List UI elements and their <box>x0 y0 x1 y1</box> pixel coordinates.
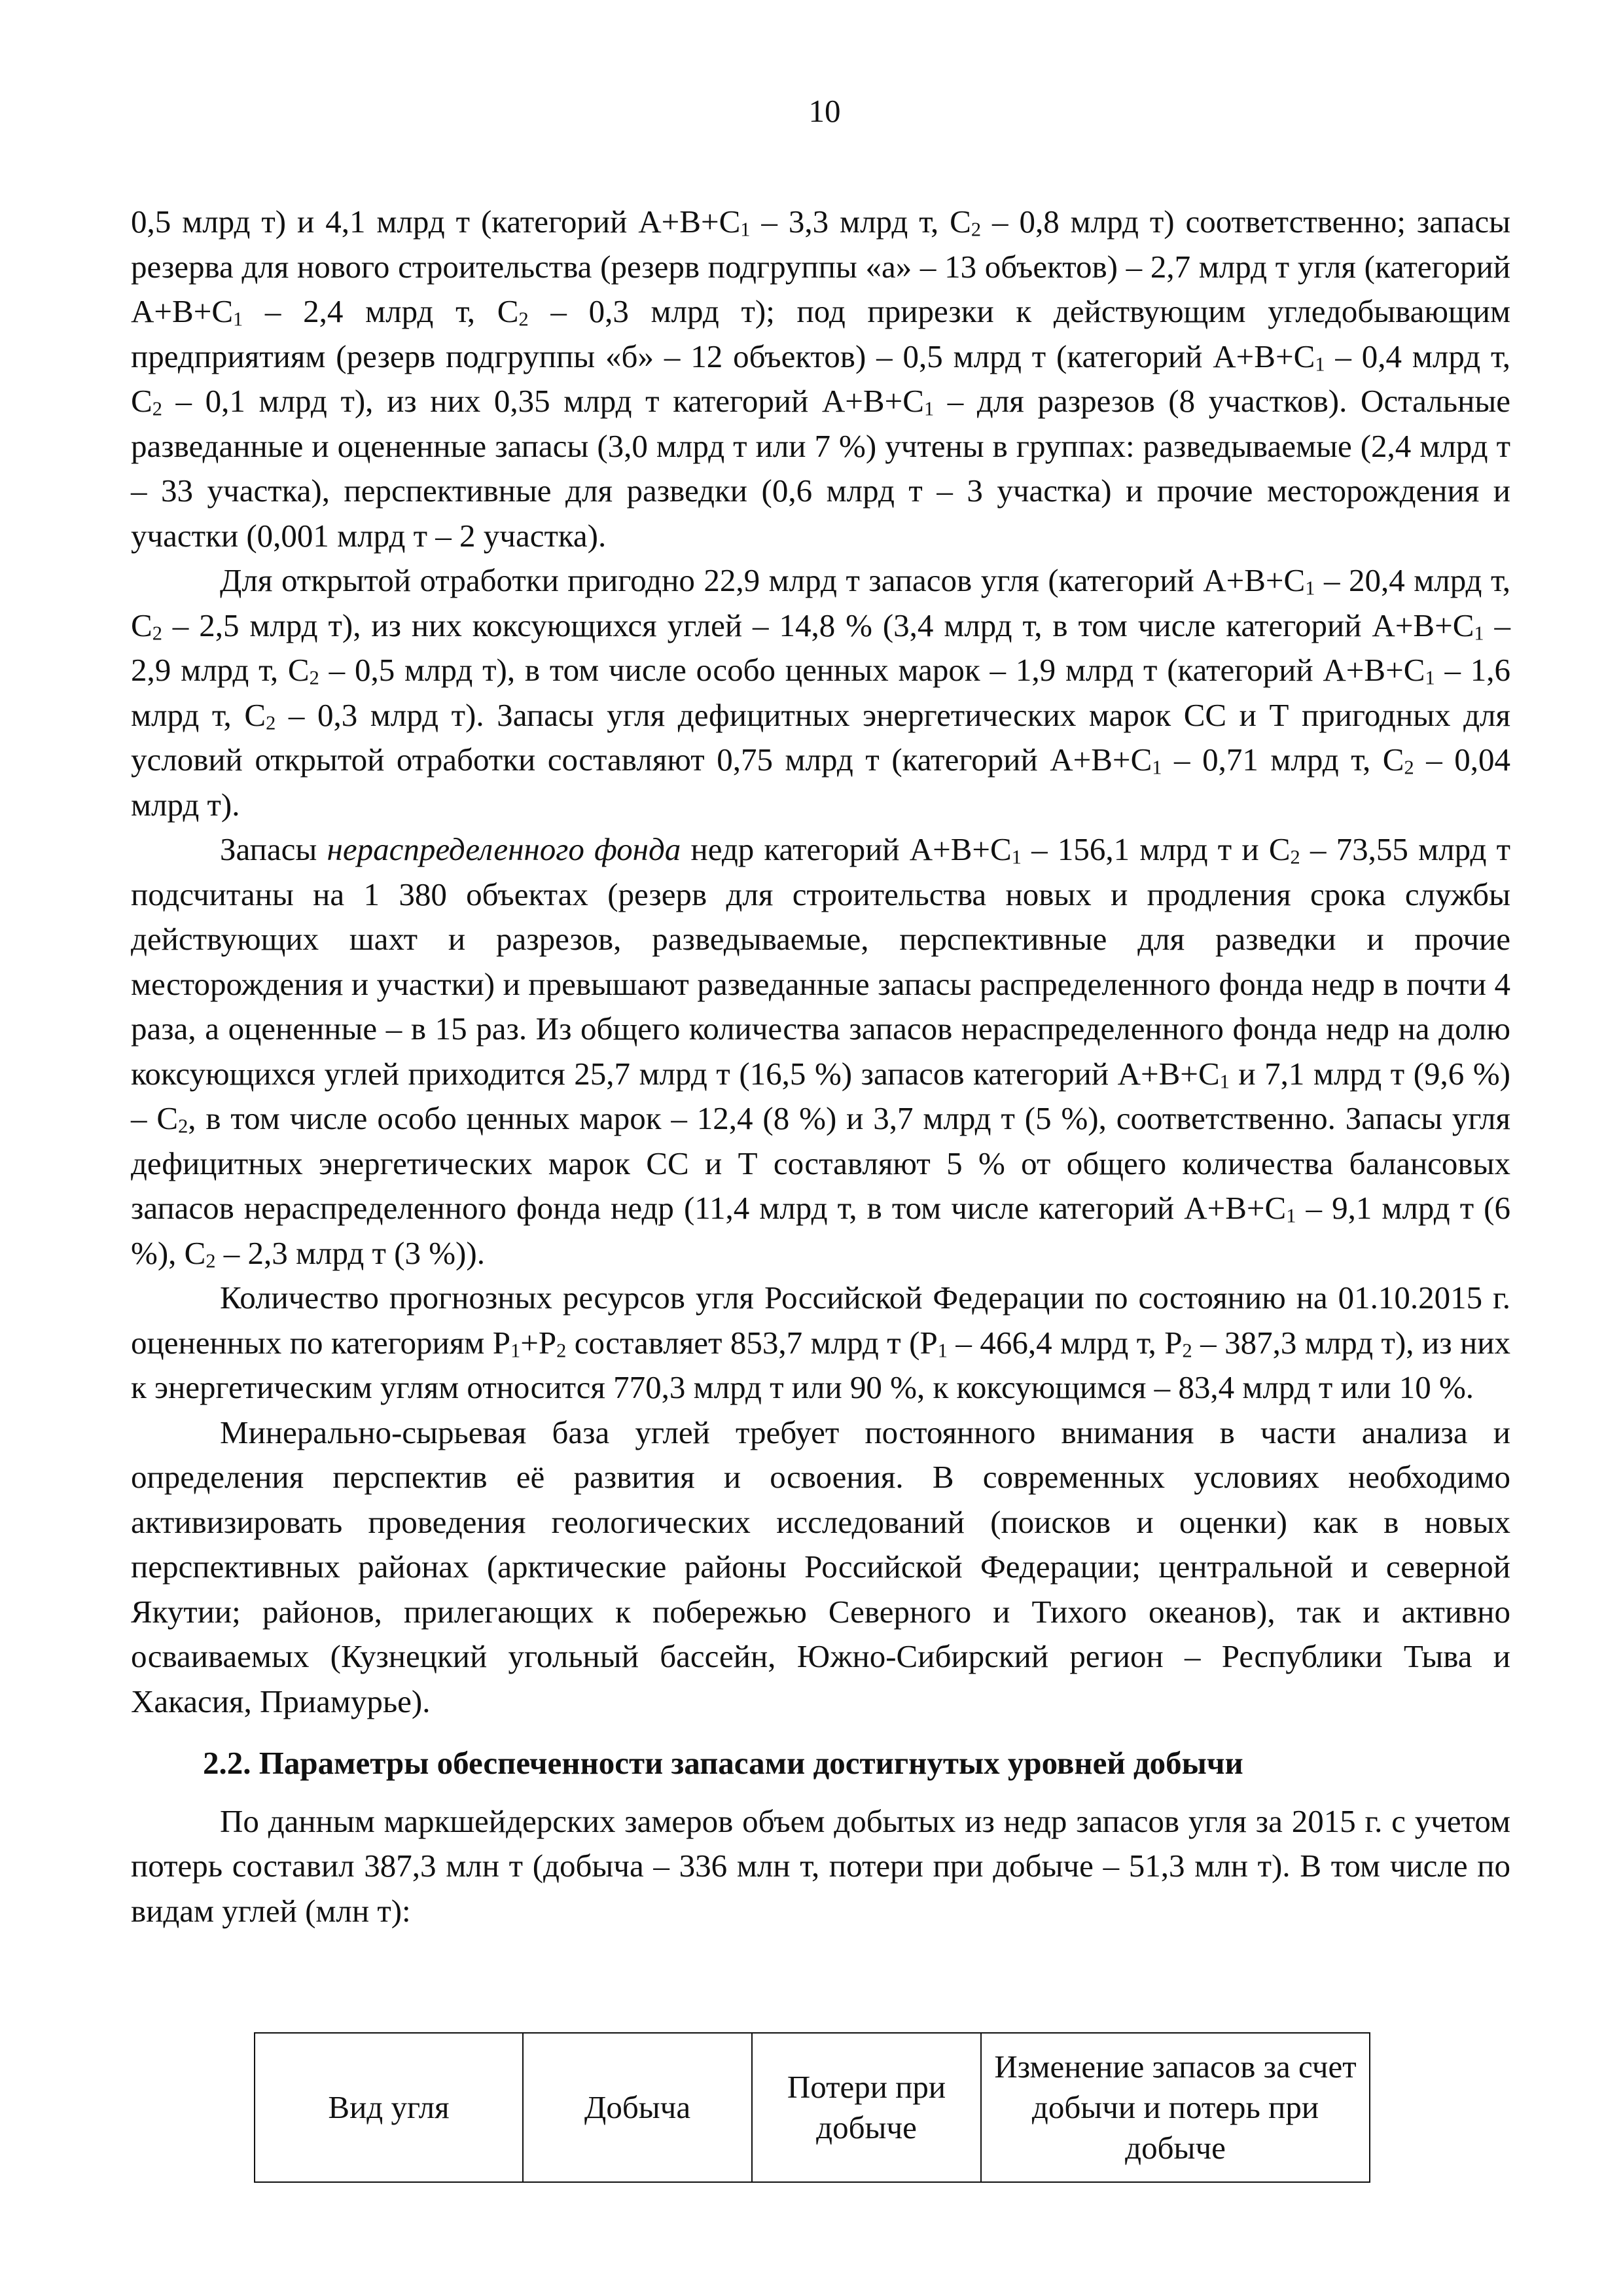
paragraph-forecast-resources: Количество прогнозных ресурсов угля Российской Федерации по состоянию на 01.10.2015 г. оцененных по категориям $Р_1+Р_2$ составляет 853,7 млрд т ($Р_1 - 466,4$ млрд т, $Р_2 - 387,3$ млрд т), из них к энергетическим углям относится 770,3 млрд т или 90 %, к коксующимся – 83,4 млрд т или 10 %. <box>131 1280 1510 1405</box>
paragraph-unallocated-fund: Запасы нераспределенного фонда недр категорий $А+В+С_1 - 156,1$ млрд т и $С_2 - 73,55$ млрд т подсчитаны на 1 380 объектах (резерв для строительства новых и продления срока службы действующих шахт и разрезов, разведываемые, перспективные для разведки и прочие месторождения и участки) и превышают разведанные запасы распределенного фонда недр в почти 4 раза, а оцененные – в 15 раз. Из общего количества запасов нераспределенного фонда недр на долю коксующихся углей приходится 25,7 млрд т (16,5 %) запасов категорий $А+В+С_1$ и 7,1 млрд т (9,6 %) – $С_2$, в том числе особо ценных марок – 12,4 (8 %) и 3,7 млрд т (5 %), соответственно. Запасы угля дефицитных энергетических марок СС и Т составляют 5 % от общего количества балансовых запасов нераспределенного фонда недр (11,4 млрд т, в том числе категорий $А+В+С_1 - 9,1$ млрд т (6 %), $С_2 - 2,3$ млрд т (3 %)). <box>131 831 1510 1272</box>
column-header-production: Добыча <box>523 2033 752 2182</box>
section-title: 2.2. Параметры обеспеченности запасами достигнутых уровней добычи <box>203 1745 1243 1781</box>
table-header-row <box>255 2033 1370 2182</box>
column-header-coal-type: Вид угля <box>255 2033 523 2182</box>
paragraph-open-pit: Для открытой отработки пригодно 22,9 млрд т запасов угля (категорий $А+В+С_1 - 20,4$ млрд т, $С_2 - 2,5$ млрд т), из них коксующихся углей – 14,8 % (3,4 млрд т, в том числе категорий $А+В+С_1 - 2,9$ млрд т, $С_2 - 0,5$ млрд т), в том числе особо ценных марок – 1,9 млрд т (категорий $А+В+С_1 - 1,6$ млрд т, $С_2 - 0,3$ млрд т). Запасы угля дефицитных энергетических марок СС и Т пригодных для условий открытой отработки составляют 0,75 млрд т (категорий $А+В+С_1 - 0,71$ млрд т, $С_2 - 0,04$ млрд т). <box>131 562 1511 823</box>
paragraph-reserves-continued: 0,5 млрд т) и 4,1 млрд т (категорий $А+В+С_1 - 3,3$ млрд т, $С_2 - 0,8$ млрд т) соответственно; запасы резерва для нового строительства (резерв подгруппы «а» – 13 объектов) – 2,7 млрд т угля (категорий $А+В+С_1 - 2,4$ млрд т, $С_2 - 0,3$ млрд т); под прирезки к действующим угледобывающим предприятиям (резерв подгруппы «б» – 12 объектов) – 0,5 млрд т (категорий $А+В+С_1 - 0,4$ млрд т, $С_2 - 0,1$ млрд т), из них 0,35 млрд т категорий $А+В+С_1$ – для разрезов (8 участков). Остальные разведанные и оцененные запасы (3,0 млрд т или 7 %) учтены в группах: разведываемые (2,4 млрд т – 33 участка), перспективные для разведки (0,6 млрд т – 3 участка) и прочие месторождения и участки (0,001 млрд т – 2 участка). <box>131 204 1511 554</box>
paragraph-survey-data: По данным маркшейдерских замеров объем добытых из недр запасов угля за 2015 г. с учетом потерь составил 387,3 млн т (добыча – 336 млн т, потери при добыче – 51,3 млн т). В том числе по видам углей (млн т): <box>131 1803 1510 1929</box>
paragraph-mineral-base: Минерально-сырьевая база углей требует постоянного внимания в части анализа и определения перспектив её развития и освоения. В современных условиях необходимо активизировать проведения геологических исследований (поисков и оценки) как в новых перспективных районах (арктические районы Российской Федерации; центральной и северной Якутии; районов, прилегающих к побережью Северного и Тихого океанов), так и активно осваиваемых (Кузнецкий угольный бассейн, Южно-Сибирский регион – Республики Тыва и Хакасия, Приамурье). <box>131 1414 1510 1719</box>
column-header-reserve-change: Изменение запасов за счет добычи и потерь при добыче <box>981 2033 1370 2182</box>
coal-production-table <box>254 2032 1370 2183</box>
page-number: 10 <box>808 93 841 129</box>
body-text <box>131 200 1510 1933</box>
column-header-losses: Потери при добыче <box>752 2033 981 2182</box>
